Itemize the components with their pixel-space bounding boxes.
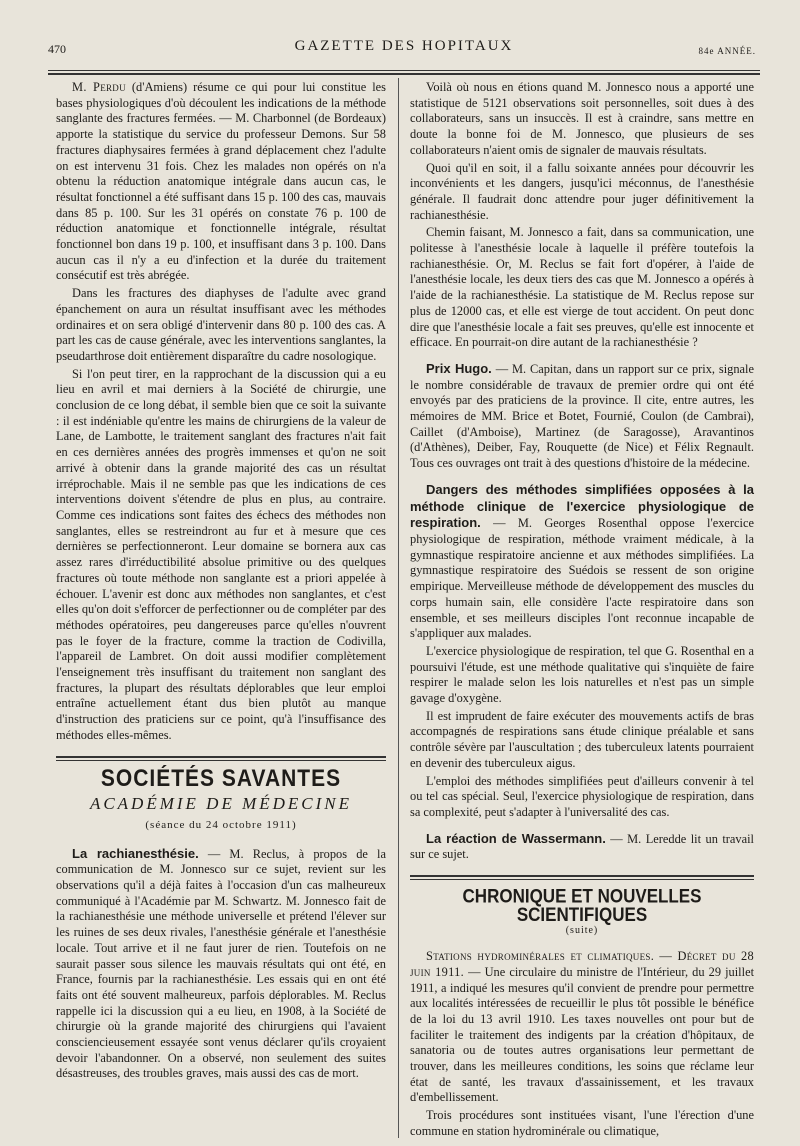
header-rule-thick [48,73,760,75]
paragraph-lead: Stations hydrominérales et climatiques. — Décret du 28 juin 1911. [410,949,754,979]
paragraph-text: — M. Leredde lit un travail sur ce sujet. [410,831,754,862]
section-rule-thin [410,879,754,880]
section-rule [410,875,754,877]
paragraph-lead: Prix Hugo. [426,360,492,376]
author-name: M. Perdu [72,80,126,94]
paragraph: Il est imprudent de faire exécuter des mouvements actifs de bras accompagnés de respirations sans étude clinique préalable et sans contrôle sévère par l'auscultation ; des tuberculeux latents pourraient en devenir des tuberculeux aigus. [410,708,754,770]
section-rule-thin [56,760,386,761]
page-header [48,38,760,60]
paragraph-text: — M. Georges Rosenthal oppose l'exercice physiologique de respiration, méthode vraiment médicale, à la gymnastique respiratoire ancienne et aux méthodes simplifiées. La gymnastique respiratoire des Suédois se ressent de son origine empirique. Merveilleuse méthode de développement des muscles du corps humain sain, elle considère l'acte respiratoire dans son ensemble, et ses meilleurs disciples l'ont reconnue incapable de s'appliquer aux malades. [410,516,754,641]
paragraph-lead: La rachianesthésie. [72,845,199,861]
journal-year: 84e ANNÉE. [698,46,756,56]
chronicle-title: CHRONIQUE ET NOUVELLES SCIENTIFIQUES [462,885,702,926]
left-column [56,80,386,1084]
column-separator [398,78,399,1138]
journal-title: GAZETTE DES HOPITAUX [294,38,514,54]
paragraph-text: (d'Amiens) résume ce qui pour lui constitue les bases physiologiques d'où découlent les indications de la méthode sanglante des fractures fermées. — M. Charbonnel (de Bordeaux) apporte la statistique du service du professeur Demons. Sur 58 fractures diaphysaires fermées à grand déplacement chez l'adulte on est intervenu 31 fois. Chez les malades non opérés on n'a obtenu la réduction anatomique intégrale dans aucun cas, le résultat fonctionnel a été suffisant dans 15 p. 100 des cas, mauvais dans 85 p. 100. Sur les 31 opérés on constate 76 p. 100 de réduction anatomique et fonctionnelle intégrale, résultat fonctionnel bon dans 19 p. 100, et insuffisant dans 3 p. 100. Dans aucun cas il n'y a eu d'infection et la durée du traitement consécutif est très abrégée. [56,80,386,283]
paragraph-lead: Dangers des méthodes simplifiées opposées à la méthode clinique de l'exercice physiologique de respiration. [410,481,754,531]
section-rule [56,756,386,758]
section-title: SOCIÉTÉS SAVANTES [100,764,342,792]
paragraph-text: — M. Reclus, à propos de la communication de M. Jonnesco sur ce sujet, revient sur les observations qu'il a déjà faites à l'occasion d'un cas malheureux communiqué à l'Académie par M. Schwartz. M. Jonnesco fait de la rachianesthésie une méthode universelle et prétend l'élever sur les ruines de ses deux rivales, l'anesthésie générale et l'anesthésie locale. Tout arrive et il ne faut jurer de rien. Toutefois on ne saurait passer sous silence les mauvais résultats qui ont été, en France, fournis par la rachianesthésie. Les essais qui en ont été faits ont été souvent malheureux, parfois déplorables. M. Reclus rappelle ici la discussion qui a eu lieu, en 1908, à la Société de chirurgie où la grande majorité des chirurgiens qui l'avaient consciencieusement essayée sont venus déclarer qu'ils croyaient devoir l'abandonner. On a observé, non seulement des suites désastreuses, des troubles graves, mais aussi des cas de mort. [56,846,386,1081]
paragraph: Quoi qu'il en soit, il a fallu soixante années pour découvrir les inconvénients et les dangers, jusqu'ici méconnus, de l'anesthésie générale. Il faudrait donc attendre pour juger définitivement la rachianesthésie. [410,160,754,222]
paragraph-text: — M. Capitan, dans un rapport sur ce prix, signale le nombre considérable de travaux de premier ordre qui ont été envoyés par des praticiens de la province. Il cite, entre autres, les mémoires de MM. Brice et Botet, Fournié, Coulon (de Cambrai), Caillet (d'Amboise), Martinez (de Saragosse), Aravantinos (d'Athènes), Deiber, Fay, Rouquette (de Nice) et Félix Regnault. Tous ces ouvrages ont trait à des questions d'histoire de la médecine. [410,361,754,471]
paragraph [410,949,754,1106]
paragraph: Chemin faisant, M. Jonnesco a fait, dans sa communication, une politesse à l'anesthésie locale à laquelle il préfère toutefois la rachianesthésie. Or, M. Reclus se fait fort d'opérer, à l'aide de l'anesthésie locale, les deux tiers des cas que M. Jonnesco a opérés à l'aide de la rachianesthésie. La statistique de M. Reclus repose sur plus de 12000 cas, et elle est vierge de tout accident. On peut donc dire que l'anesthésie locale a fait ses preuves, qu'elle est innocente et efficace. En pourrait-on dire autant de la rachianesthésie ? [410,225,754,350]
paragraph: L'emploi des méthodes simplifiées peut d'ailleurs convenir à tel ou tel cas spécial. Seul, l'exercice physiologique de respiration, dans sa complexité, peut s'adapter à l'universalité des cas. [410,773,754,819]
paragraph-text: — Une circulaire du ministre de l'Intérieur, du 29 juillet 1911, a indiqué les mesures qu'il convient de prendre pour permettre aux localités intéressées de recueillir le plus tôt possible le bénéfice de la loi du 13 avril 1910. Les taxes nouvelles ont pour but de faciliter le traitement des indigents par la création d'hôpitaux, de sanatoria ou de toutes autres organisations leur permettant de trouver, dans les meilleures conditions, les soins que réclame leur état de santé, les travaux d'assainissement, et les travaux d'embellissement. [410,964,755,1105]
right-column [410,80,754,1142]
paragraph [56,80,386,284]
page-number: 470 [48,42,66,56]
paragraph: Voilà où nous en étions quand M. Jonnesco nous a apporté une statistique de 5121 observations soit personnelles, soit dues à des collaborateurs, sans un insuccès. Il est à craindre, sans mettre en doute la bonne foi de M. Jonnesco, que plusieurs de ses collaborateurs n'aient omis de signaler de mauvais résultats. [410,80,754,157]
paragraph: Trois procédures sont instituées visant, l'une l'érection d'une commune en station hydrominérale ou climatique, [410,1108,754,1138]
paragraph [56,846,386,1083]
academy-title: ACADÉMIE DE MÉDECINE [89,794,353,814]
paragraph: Si l'on peut tirer, en la rapprochant de la discussion qui a eu lieu en avril et mai derniers à la Société de chirurgie, une conclusion de ce long débat, il semble bien que ce soit la suivante : il est indéniable qu'entre les mains de chirurgiens de la valeur de Lane, de Lambotte, le traitement sanglant des fractures n'ait fait en ces dernières années des progrès immenses et qu'on ne soit arrivé à obtenir dans la grande majorité des cas un résultat irréprochable. Mais il ne semble pas que les indications de ces interventions doivent s'étendre de plus en plus, au contraire. Comme ces indications sont faites des échecs des méthodes non sanglantes, elles se restreindront au fur et à mesure que ces dernières se perfectionneront. Leur domaine se bornera aux cas assez rares d'irréductibilité absolue primitive ou des quelques fractures où toute méthode non sanglante est a priori appelée à échouer. L'avenir est donc aux méthodes non sanglantes, et c'est elles qu'on doit s'efforcer de perfectionner ou de compléter par des méthodes opératoires, peu dangereuses parce qu'elles n'ouvrent pas le foyer de la fracture, comme la traction de Codivilla, l'appareil de Lambret. On doit aussi modifier complètement l'enseignement très insuffisant du traitement non sanglant des fractures, la plupart des résultats déplorables que leur emploi entraîne actuellement étant dus bien plutôt au manque d'instruction des praticiens sur ce point, qu'à l'insuffisance des méthodes elles-mêmes. [56,366,386,742]
chronicle-suite: (suite) [565,925,599,937]
header-rule [48,70,760,71]
paragraph [410,831,754,863]
seance-date: (séance du 24 octobre 1911) [145,818,297,831]
paragraph [410,482,754,642]
paragraph [410,361,754,472]
paragraph-lead: La réaction de Wassermann. [426,830,606,846]
paragraph: L'exercice physiologique de respiration, tel que G. Rosenthal en a poursuivi l'étude, est une méthode qualitative qui s'inquiète de faire respirer le malade selon les lois naturelles et n'est pas un simple gavage d'oxygène. [410,643,754,706]
paragraph: Dans les fractures des diaphyses de l'adulte avec grand épanchement on aura un résultat insuffisant avec les méthodes ordinaires et on sera obligé d'intervenir dans 80 p. 100 des cas. A part les cas de cause générale, avec les interventions sanglantes, la pseudarthrose doit entièrement disparaître du cadre nosologique. [56,286,386,363]
